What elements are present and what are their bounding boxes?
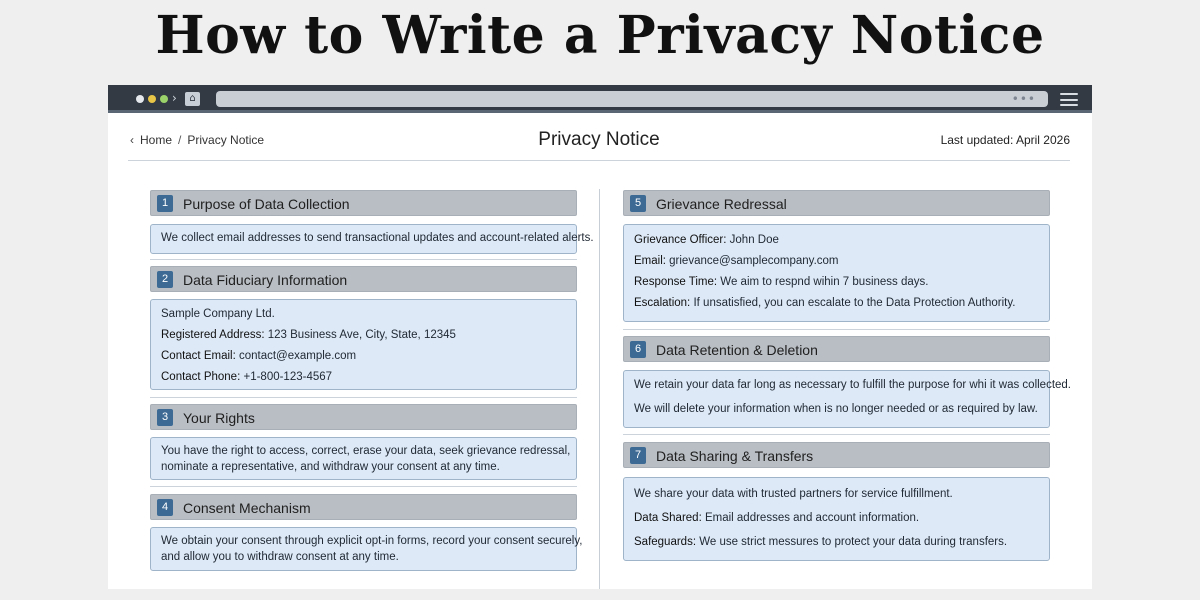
browser-window xyxy=(108,85,1092,589)
hamburger-menu-icon[interactable] xyxy=(1060,93,1078,106)
window-minimize-dot[interactable] xyxy=(148,95,156,103)
section-separator xyxy=(623,434,1050,435)
contact-phone: Contact Phone: +1-800-123-4567 xyxy=(161,371,333,383)
section-number-badge: 6 xyxy=(630,341,646,358)
section-number-badge: 7 xyxy=(630,447,646,464)
section-header-rights xyxy=(150,404,577,430)
chevron-left-icon[interactable]: ‹ xyxy=(130,133,134,147)
section-body-rights xyxy=(150,437,577,480)
section-body-retention xyxy=(623,370,1072,428)
section-separator xyxy=(150,397,577,398)
grievance-email: Email: grievance@samplecompany.com xyxy=(634,255,839,267)
address-bar[interactable] xyxy=(216,91,1048,107)
section-header-sharing xyxy=(623,442,1050,468)
browser-toolbar xyxy=(108,85,1092,113)
response-time: Response Time: We aim to respnd wihin 7 business days. xyxy=(634,276,929,288)
rights-text-line: nominate a representative, and withdraw your consent at any time. xyxy=(161,461,500,473)
section-body-purpose xyxy=(150,224,594,254)
contact-email: Contact Email: contact@example.com xyxy=(161,350,357,362)
section-title: Data Retention & Deletion xyxy=(656,342,818,358)
breadcrumb-separator: / xyxy=(178,133,182,147)
section-body-grievance xyxy=(623,224,1050,322)
escalation: Escalation: If unsatisfied, you can escalate to the Data Protection Authority. xyxy=(634,297,1016,309)
banner-title: How to Write a Privacy Notice xyxy=(155,5,1045,66)
registered-address: Registered Address: 123 Business Ave, City, State, 12345 xyxy=(161,329,456,341)
section-header-purpose xyxy=(150,190,577,216)
retention-text-line: We retain your data far long as necessary to fulfill the purpose for whi it was collected. xyxy=(634,379,1072,391)
section-text: We collect email addresses to send transactional updates and account-related alerts. xyxy=(161,232,594,244)
section-separator xyxy=(623,329,1050,330)
section-header-retention xyxy=(623,336,1050,362)
chevron-right-icon[interactable]: › xyxy=(172,91,177,105)
consent-text-line: and allow you to withdraw consent at any time. xyxy=(161,551,399,563)
section-title: Grievance Redressal xyxy=(656,196,787,212)
section-header-grievance xyxy=(623,190,1050,216)
consent-text-line: We obtain your consent through explicit opt-in forms, record your consent securely, xyxy=(161,535,583,547)
breadcrumb-home-link[interactable]: Home xyxy=(140,133,173,147)
rights-text-line: You have the right to access, correct, erase your data, seek grievance redressal, xyxy=(161,445,571,457)
breadcrumb-current: Privacy Notice xyxy=(187,133,265,147)
section-separator xyxy=(150,259,577,260)
page-title: Privacy Notice xyxy=(538,129,660,150)
more-icon[interactable]: ••• xyxy=(1011,92,1036,106)
section-separator xyxy=(150,486,577,487)
last-updated-text: Last updated: April 2026 xyxy=(940,133,1070,147)
window-close-dot[interactable] xyxy=(136,95,144,103)
sharing-text: We share your data with trusted partners for service fulfillment. xyxy=(634,488,953,500)
section-header-consent xyxy=(150,494,577,520)
section-title: Data Fiduciary Information xyxy=(183,272,348,288)
section-title: Consent Mechanism xyxy=(183,500,311,516)
company-name: Sample Company Ltd. xyxy=(161,308,275,320)
section-number-badge: 4 xyxy=(157,499,173,516)
section-title: Your Rights xyxy=(183,410,255,426)
section-number-badge: 1 xyxy=(157,195,173,212)
page-header xyxy=(128,127,1070,161)
section-header-fiduciary xyxy=(150,266,577,292)
data-shared: Data Shared: Email addresses and account information. xyxy=(634,512,920,524)
section-title: Data Sharing & Transfers xyxy=(656,448,814,464)
section-number-badge: 5 xyxy=(630,195,646,212)
section-title: Purpose of Data Collection xyxy=(183,196,350,212)
section-number-badge: 3 xyxy=(157,409,173,426)
column-divider xyxy=(599,189,600,589)
safeguards: Safeguards: We use strict messures to protect your data during transfers. xyxy=(634,536,1008,548)
retention-text-line: We will delete your information when is no longer needed or as required by law. xyxy=(634,403,1038,415)
window-maximize-dot[interactable] xyxy=(160,95,168,103)
grievance-officer: Grievance Officer: John Doe xyxy=(634,234,779,246)
section-body-fiduciary xyxy=(150,299,577,390)
section-number-badge: 2 xyxy=(157,271,173,288)
section-body-sharing xyxy=(623,477,1050,561)
section-body-consent xyxy=(150,527,583,571)
home-icon[interactable]: ⌂ xyxy=(185,92,200,106)
